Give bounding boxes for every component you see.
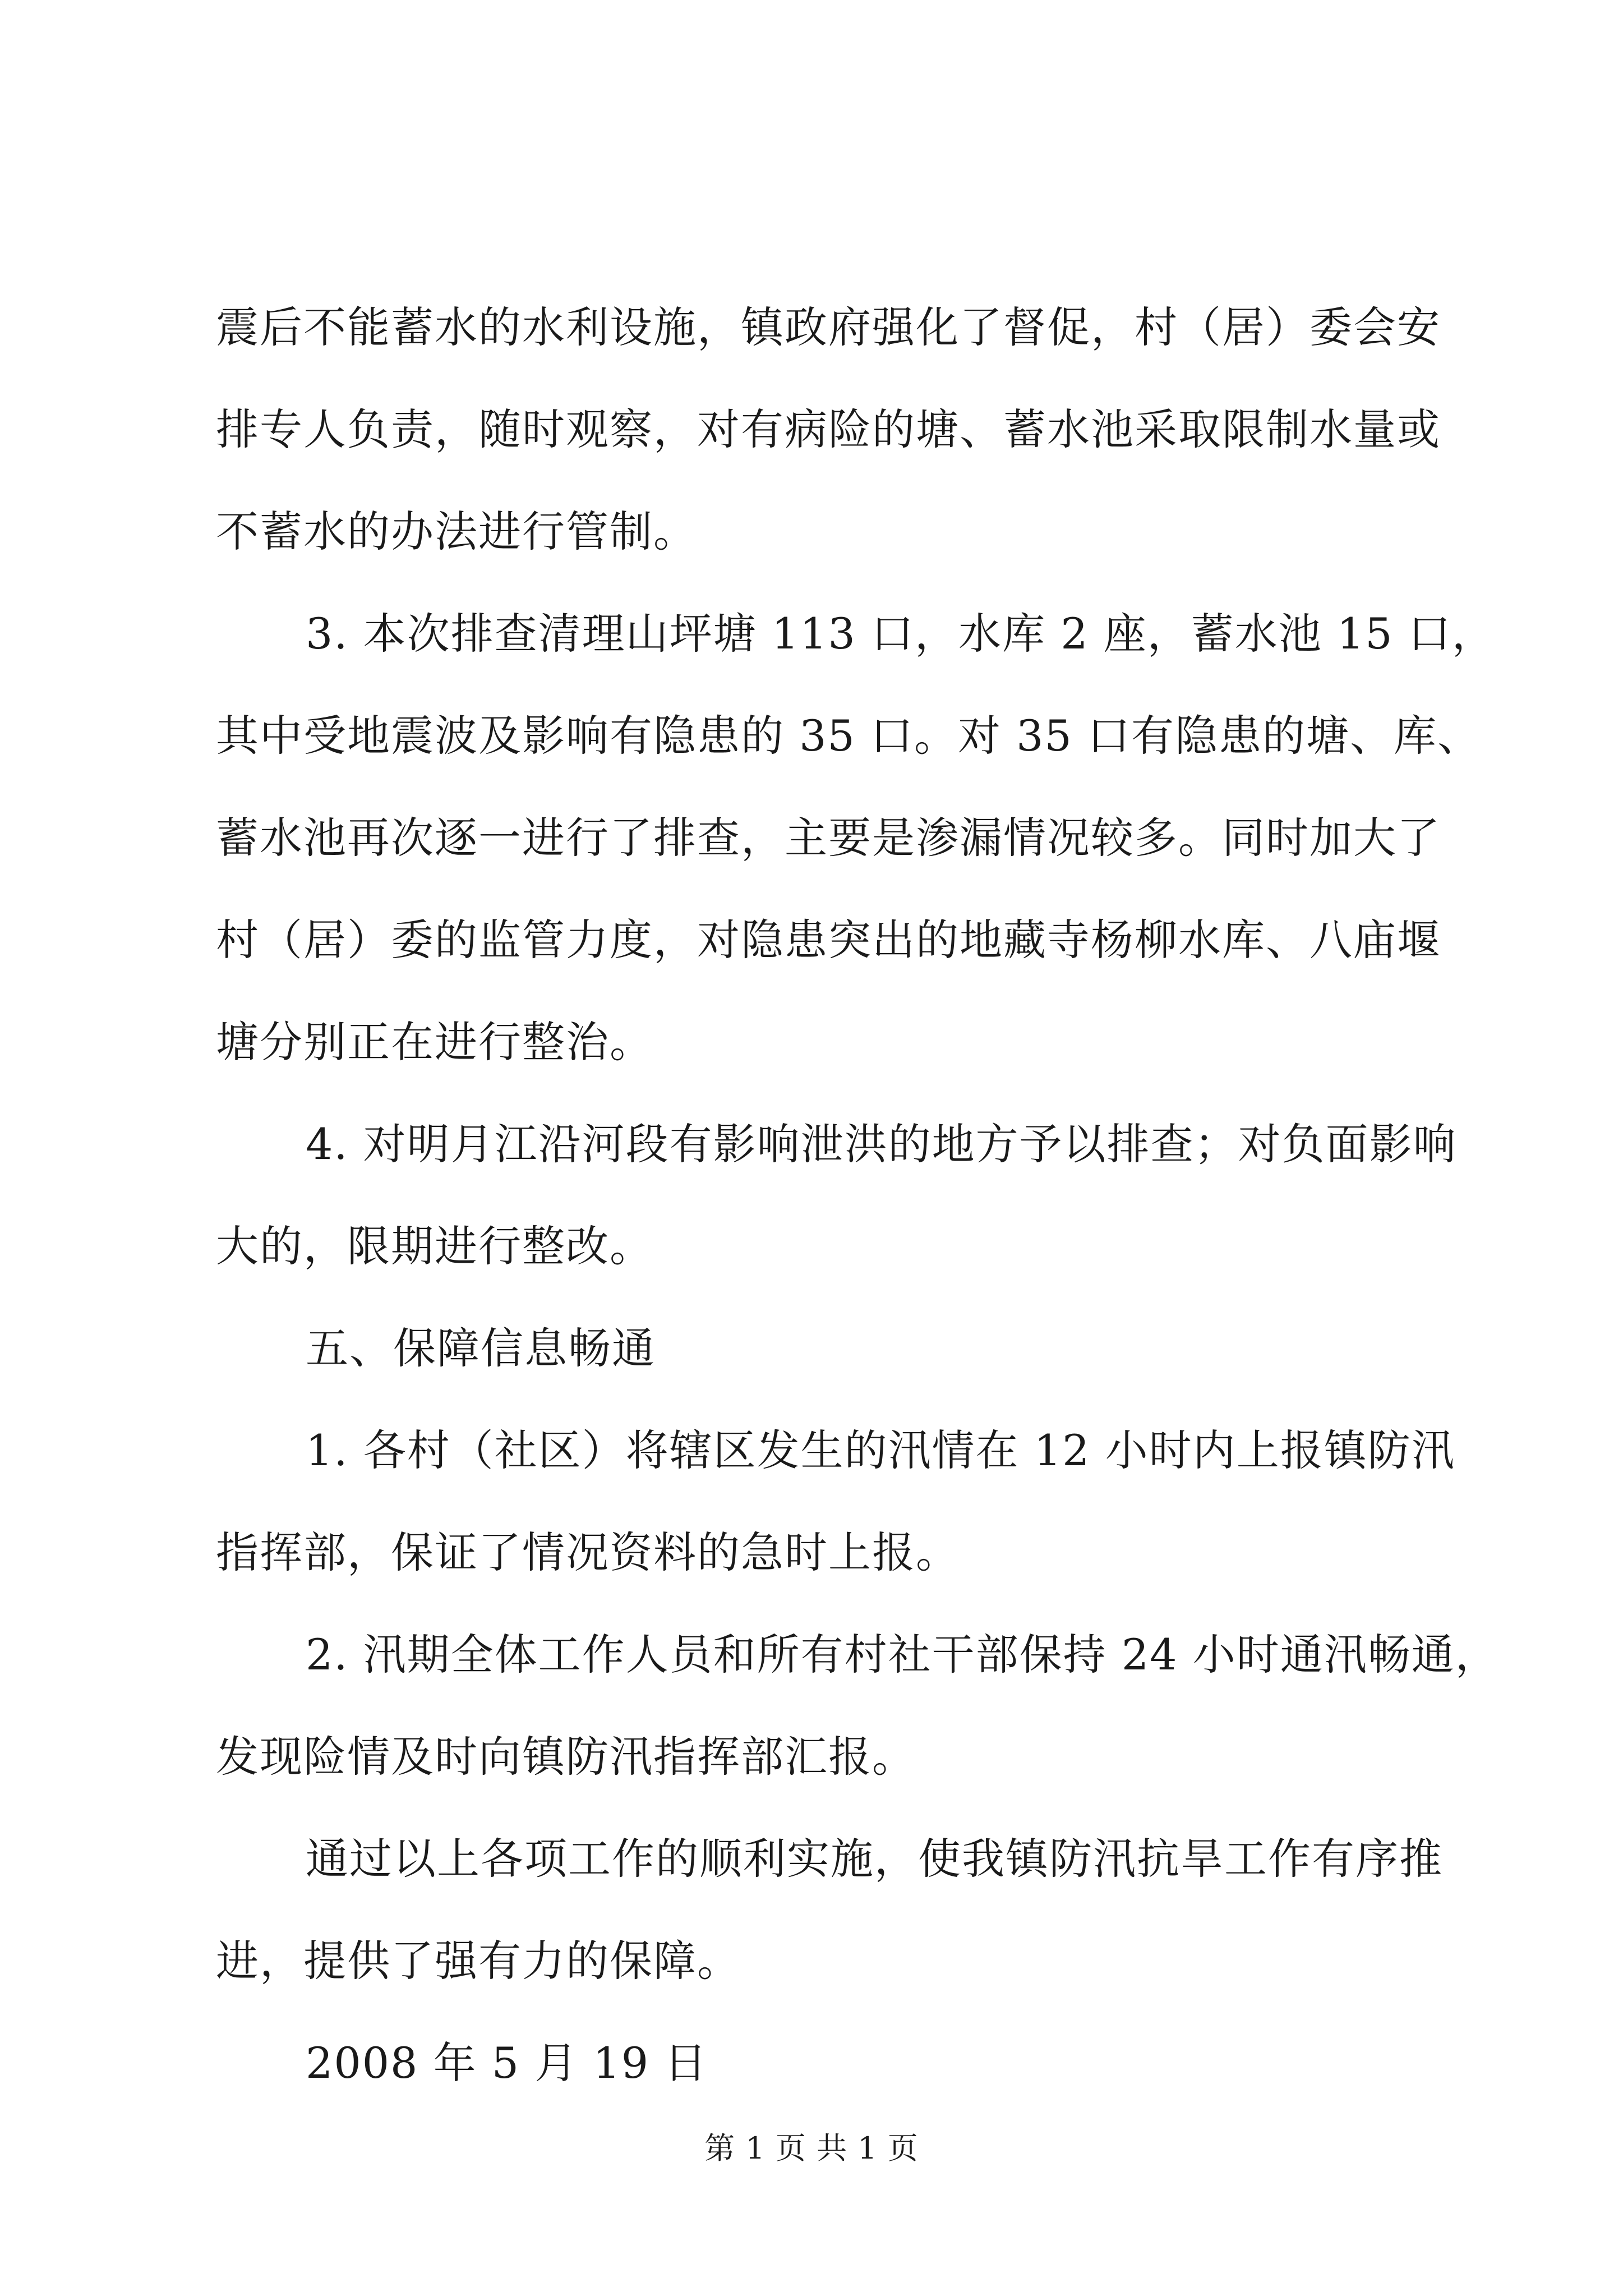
text-line: 大的，限期进行整改。 <box>216 1221 653 1271</box>
text-line: 通过以上各项工作的顺利实施，使我镇防汛抗旱工作有序推 <box>306 1834 1443 1884</box>
text-line: 村（居）委的监管力度，对隐患突出的地藏寺杨柳水库、八庙堰 <box>216 915 1441 965</box>
text-line: 4. 对明月江沿河段有影响泄洪的地方予以排查；对负面影响 <box>306 1119 1457 1169</box>
text-line: 塘分别正在进行整治。 <box>216 1017 653 1067</box>
page-footer: 第 1 页 共 1 页 <box>704 2131 919 2166</box>
text-line: 发现险情及时向镇防汛指挥部汇报。 <box>216 1732 916 1782</box>
text-line: 震后不能蓄水的水利设施，镇政府强化了督促，村（居）委会安 <box>216 302 1441 352</box>
text-line: 2. 汛期全体工作人员和所有村社干部保持 24 小时通汛畅通， <box>306 1630 1499 1680</box>
text-line: 指挥部，保证了情况资料的急时上报。 <box>216 1527 960 1577</box>
text-line: 其中受地震波及影响有隐患的 35 口。对 35 口有隐患的塘、库、 <box>216 711 1482 761</box>
document-body <box>216 277 1499 2114</box>
text-line: 不蓄水的办法进行管制。 <box>216 507 697 556</box>
section-heading: 五、保障信息畅通 <box>306 1323 656 1373</box>
document-date: 2008 年 5 月 19 日 <box>306 2038 708 2088</box>
text-line: 排专人负责，随时观察，对有病险的塘、蓄水池采取限制水量或 <box>216 404 1441 454</box>
text-line: 蓄水池再次逐一进行了排查，主要是渗漏情况较多。同时加大了 <box>216 813 1441 863</box>
text-line: 3. 本次排查清理山坪塘 113 口，水库 2 座，蓄水池 15 口， <box>306 609 1496 659</box>
text-line: 1. 各村（社区）将辖区发生的汛情在 12 小时内上报镇防汛 <box>306 1425 1455 1475</box>
text-line: 进，提供了强有力的保障。 <box>216 1936 741 1986</box>
